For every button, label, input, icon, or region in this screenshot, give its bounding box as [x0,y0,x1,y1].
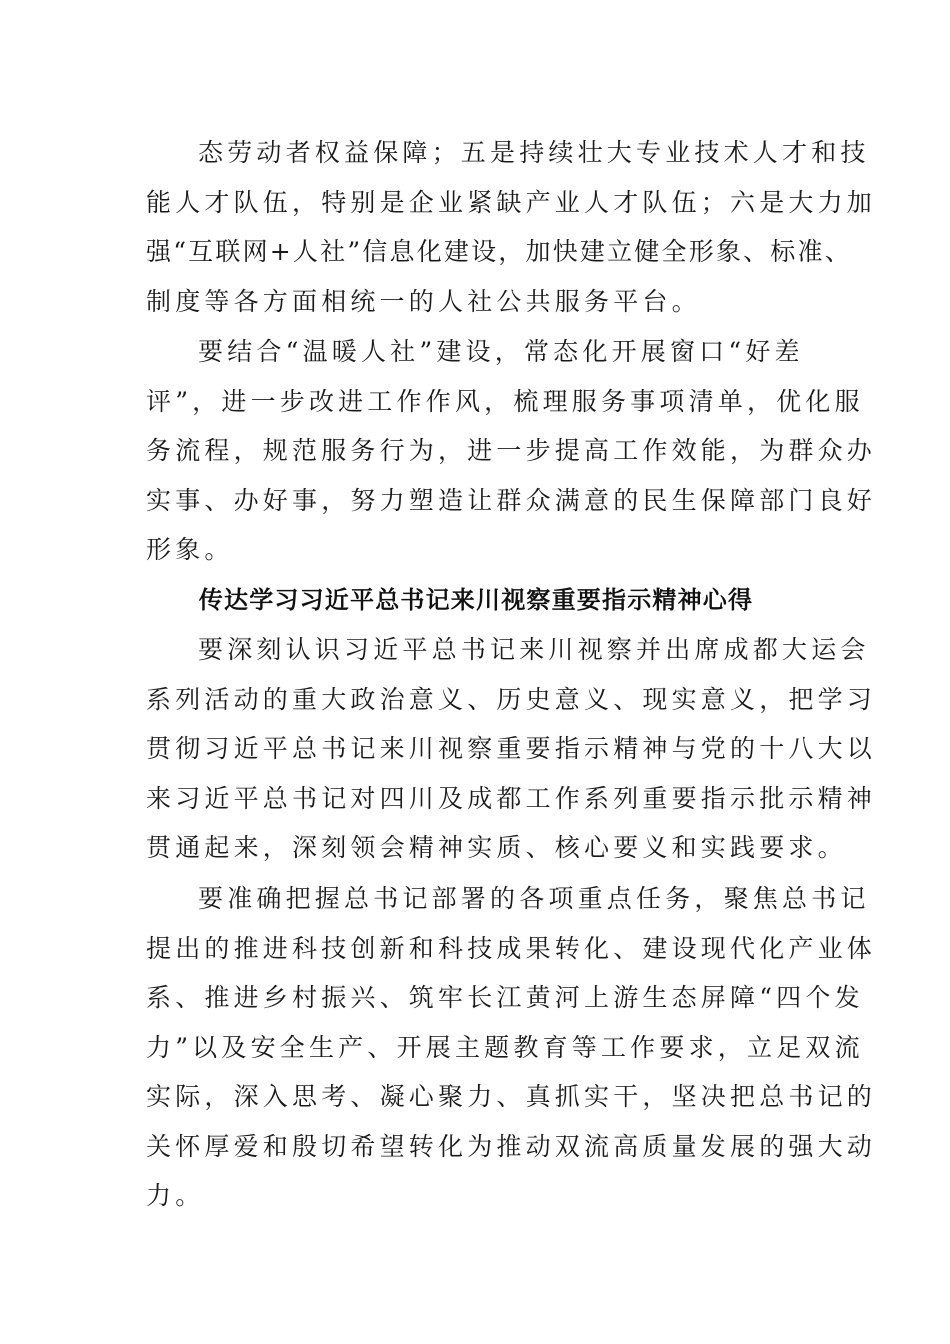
paragraph-warm-hr [146,327,877,575]
text-line: 实际，深入思考、凝心聚力、真抓实干，坚决把总书记的 [146,1082,877,1111]
text-line: 评”，进一步改进工作作风，梳理服务事项清单，优化服 [146,386,864,416]
text-line: 贯通起来，深刻领会精神实质、核心要义和实践要求。 [146,833,847,862]
paragraph-understand [146,625,877,873]
text-line: 系、推进乡村振兴、筑牢长江黄河上游生态屏障“四个发 [146,983,864,1012]
text-line: 来习近平总书记对四川及成都工作系列重要指示批示精神 [146,783,877,813]
text-line: 要结合“温暖人社”建设，常态化开展窗口“好差 [198,337,804,366]
text-line: 制度等各方面相统一的人社公共服务平台。 [146,286,701,316]
paragraph-continued [146,128,877,326]
text-line: 关怀厚爱和殷切希望转化为推动双流高质量发展的强大动 [146,1131,877,1161]
text-line: 强“互联网+人社”信息化建设，加快建立健全形象、标准、 [146,237,852,266]
text-line: 态劳动者权益保障；五是持续壮大专业技术人才和技 [198,138,870,167]
text-line: 力。 [146,1181,205,1210]
text-line: 提出的推进科技创新和科技成果转化、建设现代化产业体 [146,933,877,963]
text-line: 能人才队伍，特别是企业紧缺产业人才队伍；六是大力加 [146,187,877,217]
text-line: 形象。 [146,535,234,564]
text-line: 务流程，规范服务行为，进一步提高工作效能，为群众办 [146,436,877,465]
paragraph-key-tasks [146,874,877,1221]
text-line: 贯彻习近平总书记来川视察重要指示精神与党的十八大以 [146,734,877,763]
text-line: 要深刻认识习近平总书记来川视察并出席成都大运会 [198,635,870,664]
text-line: 要准确把握总书记部署的各项重点任务，聚焦总书记 [198,884,870,913]
text-line: 系列活动的重大政治意义、历史意义、现实意义，把学习 [146,684,877,714]
section-heading: 传达学习习近平总书记来川视察重要指示精神心得 [198,586,754,614]
text-line: 力”以及安全生产、开展主题教育等工作要求，立足双流 [146,1032,864,1062]
text-line: 实事、办好事，努力塑造让群众满意的民生保障部门良好 [146,485,877,515]
